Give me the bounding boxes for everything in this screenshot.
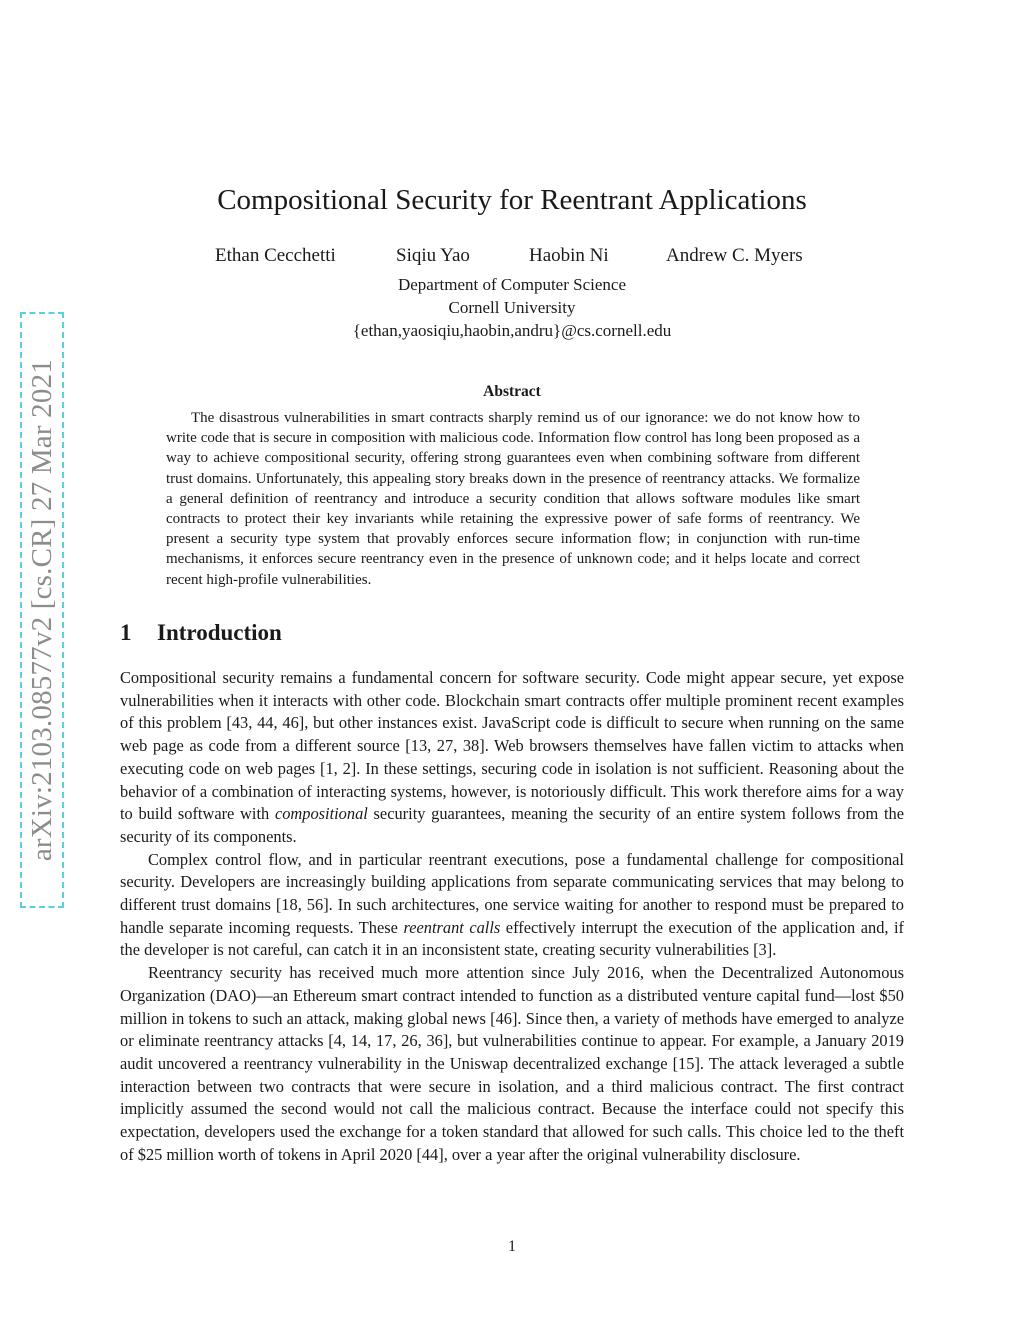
paragraph — [120, 849, 904, 963]
author-name: Haobin Ni — [529, 245, 609, 266]
paragraph — [120, 667, 904, 849]
paragraph-text: security guarantees, meaning the security of an entire system follows from the security of its components. — [120, 804, 904, 846]
page-number: 1 — [508, 1238, 516, 1255]
author-name: Andrew C. Myers — [666, 245, 803, 266]
abstract-heading: Abstract — [483, 383, 541, 400]
affiliation — [0, 273, 1024, 342]
section-title: Introduction — [157, 620, 282, 645]
emphasis-text: compositional — [274, 804, 368, 824]
author-name: Ethan Cecchetti — [215, 245, 336, 266]
arxiv-stamp-text: arXiv:2103.08577v2 [cs.CR] 27 Mar 2021 — [25, 358, 58, 862]
arxiv-stamp — [20, 312, 64, 908]
paper-title: Compositional Security for Reentrant Applications — [217, 184, 807, 216]
emphasis-text: reentrant calls — [403, 917, 501, 937]
paragraph-text: effectively interrupt the execution of the application and, if the developer is not careful, can catch it in an inconsistent state, creating security vulnerabilities [3]. — [120, 917, 904, 960]
university: Cornell University — [448, 298, 576, 317]
paragraph: Reentrancy security has received much more attention since July 2016, when the Decentralized Autonomous Organization (DAO)—an Ethereum smart contract intended to function as a distributed venture capital fund—lost $50 million in tokens to such an attack, making global news [46]. Since then, a variety of methods have emerged to analyze or eliminate reentrancy attacks [4, 14, 17, 26, 36], but vulnerabilities continue to appear. For example, a January 2019 audit uncovered a reentrancy vulnerability in the Uniswap decentralized exchange [15]. The attack leveraged a subtle interaction between two contracts that were secure in isolation, and a third malicious contract. The first contract implicitly assumed the second would not call the malicious contract. Because the interface could not specify this expectation, developers used the exchange for a token standard that allowed for such calls. This choice led to the theft of $25 million worth of tokens in April 2020 [44], over a year after the original vulnerability disclosure. — [120, 963, 904, 1164]
author-emails: {ethan,yaosiqiu,haobin,andru}@cs.cornell.edu — [352, 321, 672, 340]
section-body — [120, 667, 904, 1166]
section-heading — [120, 620, 282, 646]
author-name: Siqiu Yao — [396, 245, 470, 266]
section-number: 1 — [120, 620, 132, 645]
paragraph-text: Complex control flow, and in particular reentrant executions, pose a fundamental challenge for compositional security. Developers are increasingly building applications from separate communicating services that may belong to different trust domains [18, 56]. In such architectures, one service waiting for another to respond must be prepared to handle separate incoming requests. These — [120, 849, 904, 937]
abstract-text: The disastrous vulnerabilities in smart contracts sharply remind us of our ignorance: we do not know how to write code that is secure in composition with malicious code. Information flow control has long been proposed as a way to achieve compositional security, offering strong guarantees even when combining software from different trust domains. Unfortunately, this appealing story breaks down in the presence of reentrancy attacks. We formalize a general definition of reentrancy and introduce a security condition that allows software modules like smart contracts to protect their key invariants while retaining the expressive power of safe forms of reentrancy. We present a security type system that provably enforces secure information flow; in conjunction with run-time mechanisms, it enforces secure reentrancy even in the presence of unknown code; and it helps locate and correct recent high-profile vulnerabilities. — [166, 410, 860, 588]
paragraph-text: Compositional security remains a fundamental concern for software security. Code might appear secure, yet expose vulnerabilities when it interacts with other code. Blockchain smart contracts offer multiple prominent recent examples of this problem [43, 44, 46], but other instances exist. JavaScript code is difficult to secure when running on the same web page as code from a different source [13, 27, 38]. Web browsers themselves have fallen victim to attacks when executing code on web pages [1, 2]. In these settings, securing code in isolation is not sufficient. Reasoning about the behavior of a combination of interacting systems, however, is notoriously difficult. This work therefore aims for a way to build software with — [120, 668, 904, 824]
department: Department of Computer Science — [397, 275, 626, 294]
